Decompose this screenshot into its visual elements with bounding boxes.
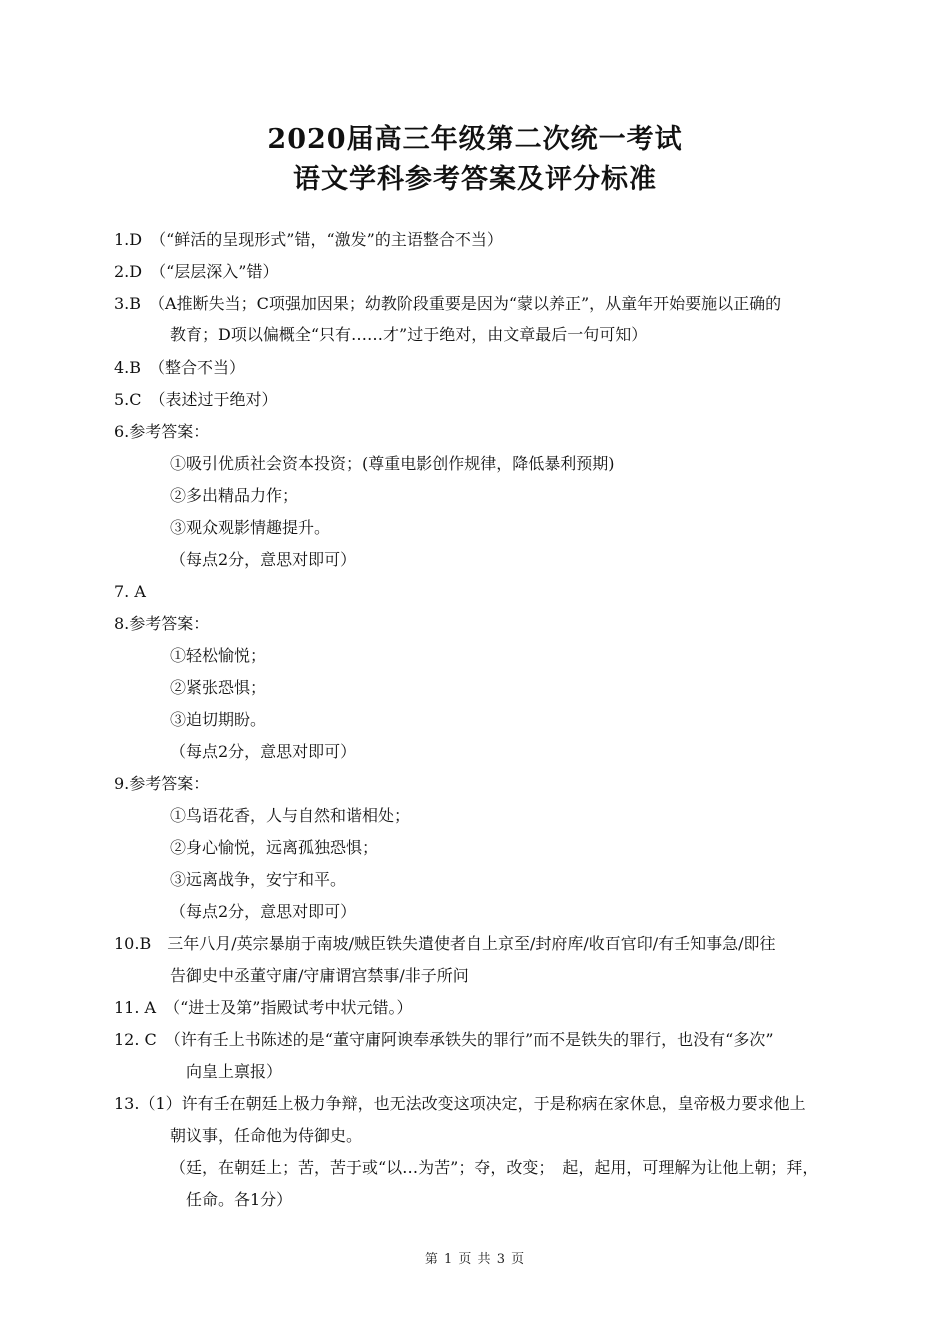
answer-8-point-1: ①轻松愉悦； [170,646,267,665]
answer-8-heading: 8.参考答案： [114,614,210,633]
answer-10-cont: 告御史中丞董守庸/守庸谓宫禁事/非子所问 [170,966,469,985]
answer-6-point-3: ③观众观影情趣提升。 [170,518,331,537]
answer-9-point-3: ③远离战争，安宁和平。 [170,870,347,889]
answer-8-point-2: ②紧张恐惧； [170,678,267,697]
answer-13-1: 13.（1）许有壬在朝廷上极力争辩，也无法改变这项决定，于是称病在家休息，皇帝极力要求他上 [114,1094,806,1113]
answer-13-1-scoring-cont: 任命。各1分） [186,1190,293,1209]
answer-6-point-2: ②多出精品力作； [170,486,299,505]
answer-9-point-2: ②身心愉悦，远离孤独恐惧； [170,838,379,857]
answer-8-point-3: ③迫切期盼。 [170,710,267,729]
answer-3-cont: 教育；D项以偏概全“只有……才”过于绝对，由文章最后一句可知） [170,325,648,344]
document-subtitle: 语文学科参考答案及评分标准 [293,164,657,195]
document-title: 2020届高三年级第二次统一考试 [267,124,683,155]
answer-2: 2.D （“层层深入”错） [114,262,279,281]
answer-9-point-1: ①鸟语花香，人与自然和谐相处； [170,806,411,825]
answer-5: 5.C （表述过于绝对） [114,390,278,409]
page-footer: 第 1 页 共 3 页 [424,1252,526,1267]
answer-9-heading: 9.参考答案： [114,774,210,793]
answer-13-1-scoring: （廷，在朝廷上；苦，苦于或“以…为苦”；夺，改变； 起，起用，可理解为让他上朝；拜， [170,1158,819,1177]
answer-6-heading: 6.参考答案： [114,422,210,441]
answer-12: 12. C （许有壬上书陈述的是“董守庸阿谀奉承铁失的罪行”而不是铁失的罪行，也没有“多次” [114,1030,774,1049]
answer-6-point-1: ①吸引优质社会资本投资；(尊重电影创作规律，降低暴利预期) [170,454,615,473]
answer-3: 3.B （A推断失当；C项强加因果；幼教阶段重要是因为“蒙以养正”，从童年开始要施以正确的 [114,294,782,313]
answer-9-scoring: （每点2分，意思对即可） [170,902,357,921]
answer-7: 7. A [114,582,146,601]
answer-13-1-cont: 朝议事，任命他为侍御史。 [170,1126,363,1145]
answer-11: 11. A （“进士及第”指殿试考中状元错。） [114,998,413,1017]
answer-4: 4.B （整合不当） [114,358,246,377]
answer-10: 10.B 三年八月/英宗暴崩于南坡/贼臣铁失遣使者自上京至/封府库/收百官印/有壬知事急/即往 [114,934,776,953]
answer-8-scoring: （每点2分，意思对即可） [170,742,357,761]
answer-1: 1.D （“鲜活的呈现形式”错，“激发”的主语整合不当） [114,230,503,249]
answer-6-scoring: （每点2分，意思对即可） [170,550,357,569]
answer-12-cont: 向皇上禀报） [186,1062,283,1081]
